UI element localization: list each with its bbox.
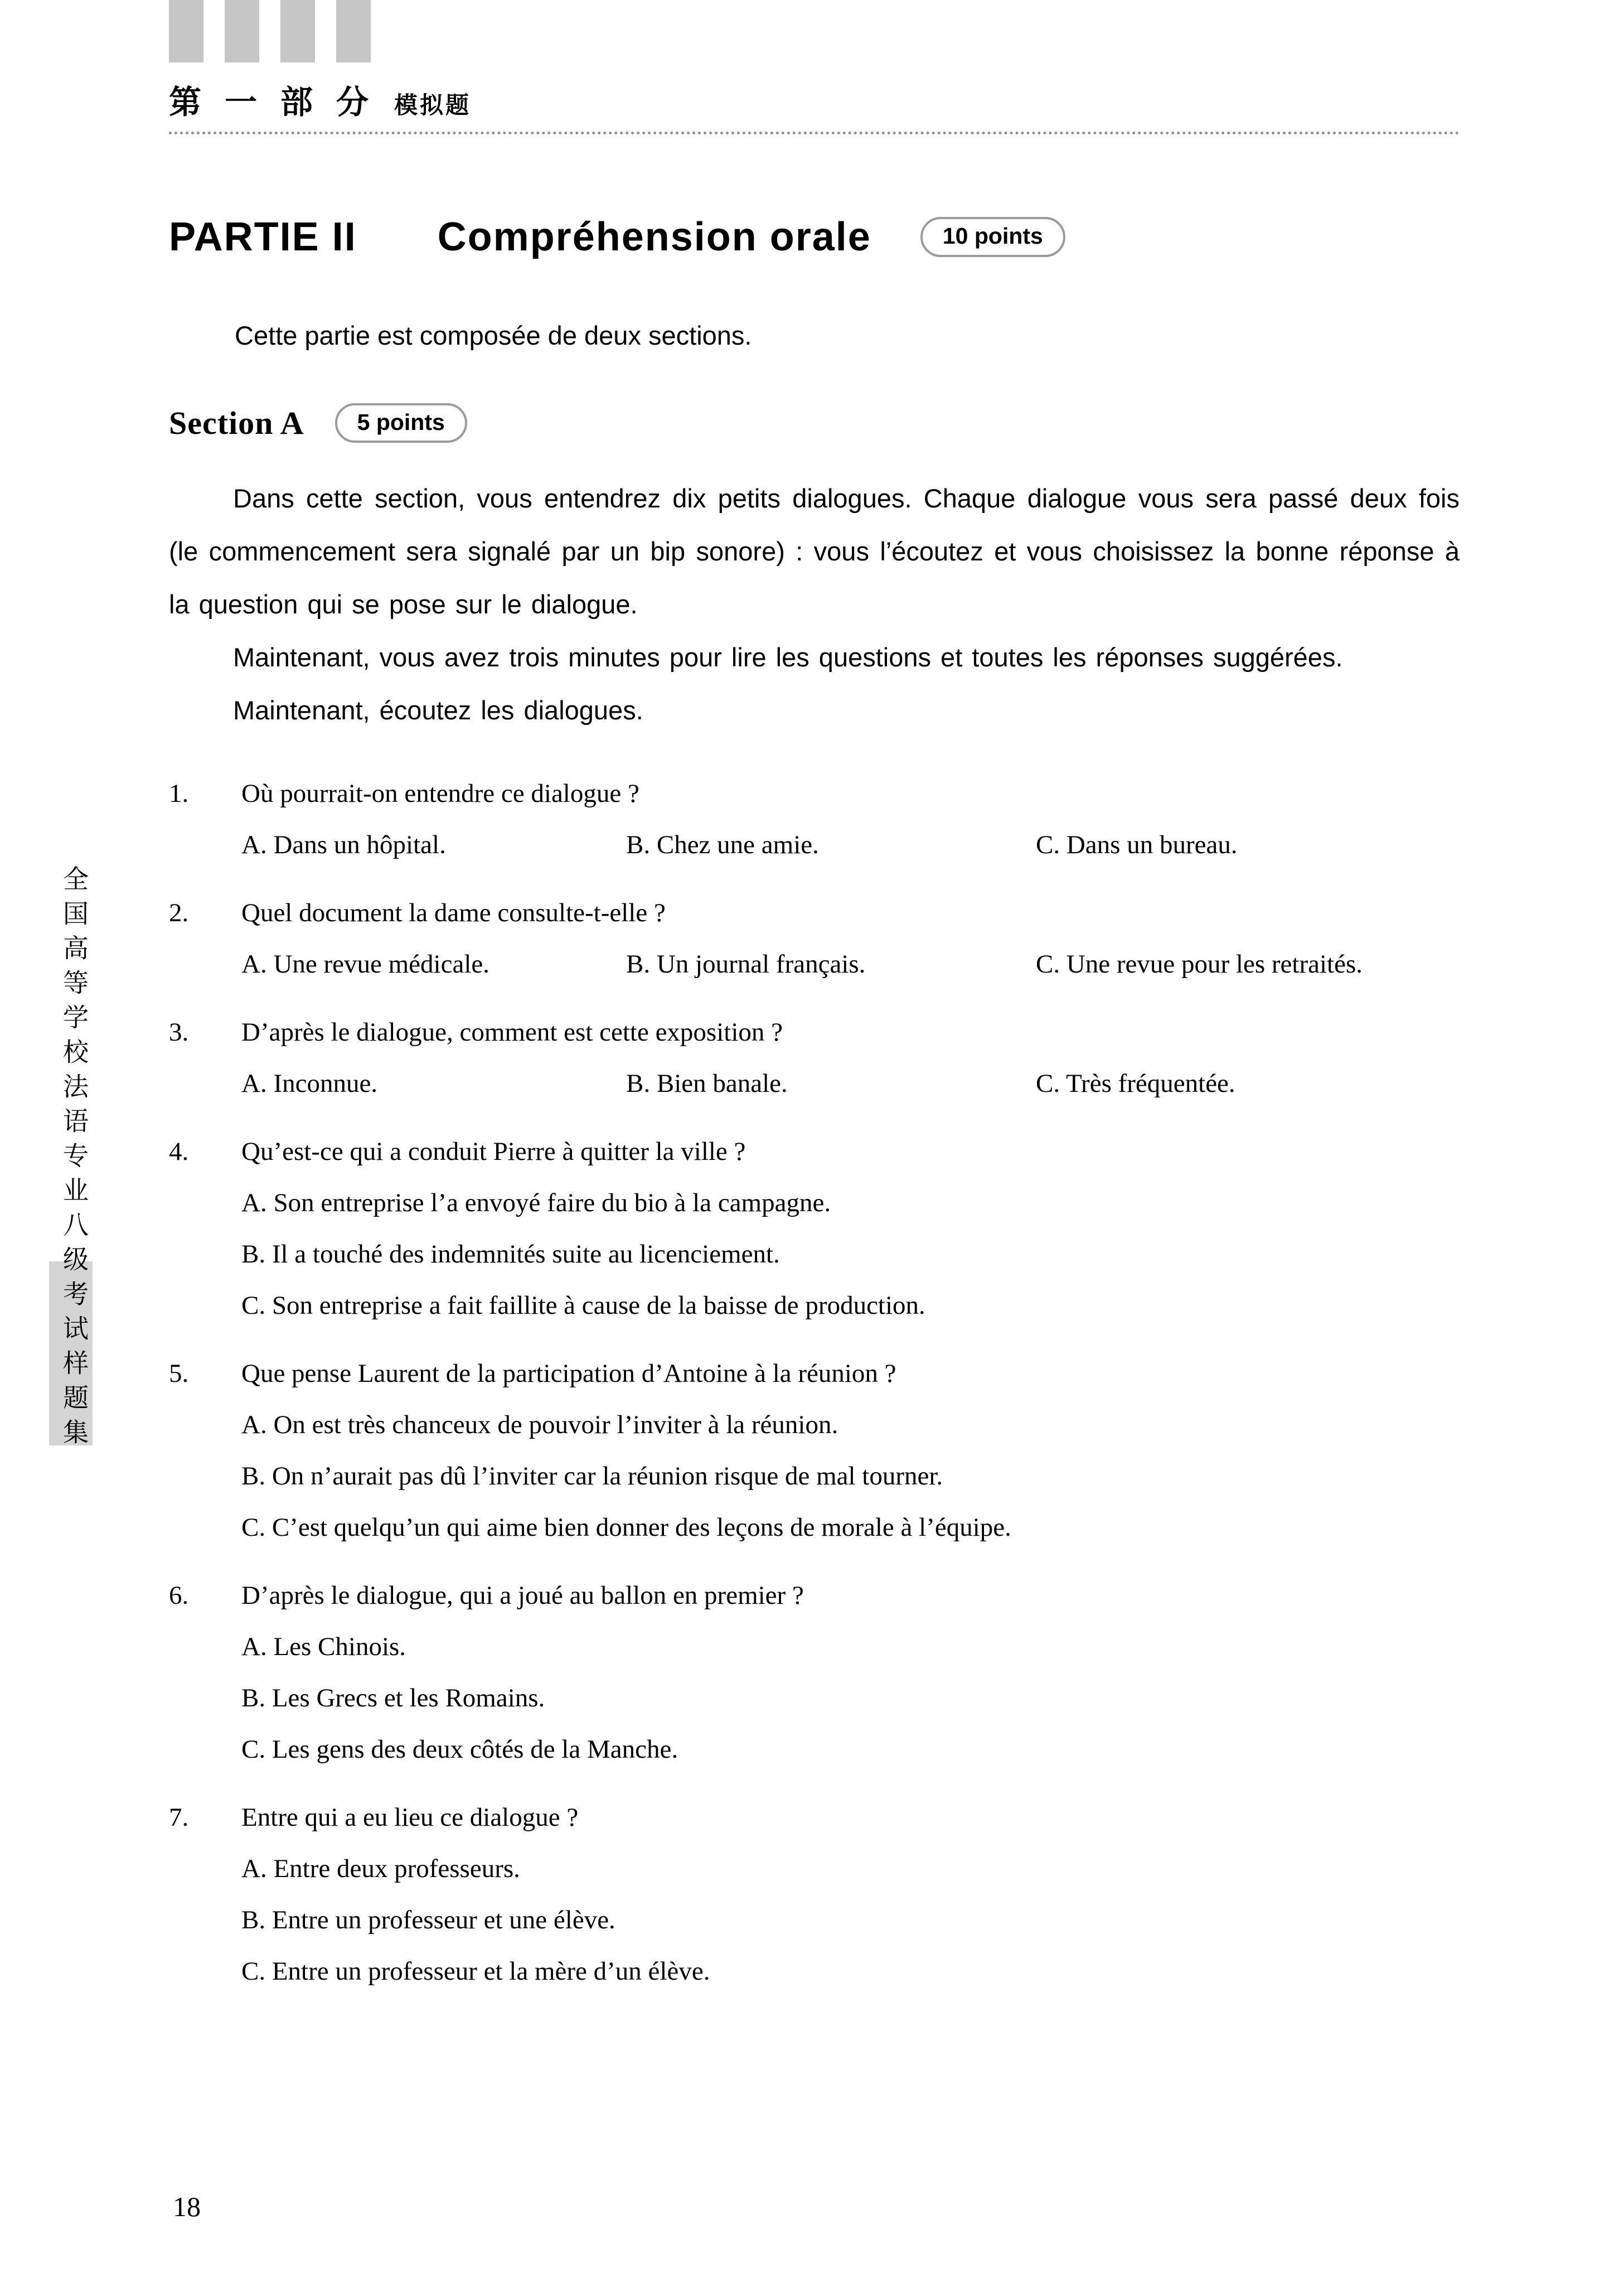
option-a: A. Inconnue. [241, 1069, 378, 1099]
question-body [241, 887, 1460, 990]
option-b: B. Bien banale. [626, 1069, 788, 1099]
question-number: 6. [169, 1581, 189, 1610]
option-a: A. Les Chinois. [241, 1632, 406, 1662]
header-part-label: 第一部分 [169, 83, 392, 121]
page-header [169, 0, 1460, 134]
options-row [241, 939, 1460, 990]
partie-label: PARTIE II [169, 215, 357, 259]
question-text: Où pourrait-on entendre ce dialogue ? [241, 779, 639, 809]
question-number: 3. [169, 1018, 189, 1047]
option-b: B. Il a touché des indemnités suite au licenciement. [241, 1240, 780, 1269]
option-c: C. Dans un bureau. [1036, 830, 1238, 860]
main-content [169, 132, 1460, 2014]
question-body [241, 768, 1460, 870]
question-text: D’après le dialogue, comment est cette exposition ? [241, 1018, 783, 1047]
decoration-bar [169, 0, 203, 62]
points-badge-10: 10 points [920, 217, 1065, 257]
points-badge-5: 5 points [335, 403, 467, 443]
partie-title-row [169, 214, 1460, 260]
option-b: B. On n’aurait pas dû l’inviter car la réunion risque de mal tourner. [241, 1462, 943, 1491]
section-a-label: Section A [169, 405, 304, 442]
instruction-paragraph-2: Maintenant, vous avez trois minutes pour lire les questions et toutes les réponses suggérées. [233, 642, 1343, 673]
question-list [169, 768, 1460, 1997]
question-number: 7. [169, 1803, 189, 1832]
section-a-heading [169, 403, 1460, 443]
question-body [241, 1570, 1460, 1775]
decoration-bar [280, 0, 315, 62]
decoration-bar [336, 0, 371, 62]
option-c: C. Entre un professeur et la mère d’un élève. [241, 1957, 710, 1986]
page-number: 18 [173, 2191, 201, 2222]
question-7 [169, 1792, 1460, 1997]
option-b: B. Entre un professeur et une élève. [241, 1905, 615, 1935]
question-text: Entre qui a eu lieu ce dialogue ? [241, 1803, 579, 1832]
option-a: A. Dans un hôpital. [241, 830, 446, 860]
question-number: 4. [169, 1137, 189, 1167]
option-c: C. Les gens des deux côtés de la Manche. [241, 1735, 678, 1764]
question-2 [169, 887, 1460, 990]
option-a: A. Son entreprise l’a envoyé faire du bio à la campagne. [241, 1188, 831, 1218]
question-number: 1. [169, 779, 189, 809]
question-text: Qu’est-ce qui a conduit Pierre à quitter la ville ? [241, 1137, 746, 1167]
header-text-row [169, 76, 1460, 123]
question-3 [169, 1007, 1460, 1109]
question-number: 2. [169, 898, 189, 928]
instruction-paragraph-1: Dans cette section, vous entendrez dix petits dialogues. Chaque dialogue vous sera passé deux fois (le commencement sera signalé par un bip sonore) : vous l’écoutez et vous choisissez la bonne réponse à la question qui se pose sur le dialogue. [169, 483, 1460, 620]
question-body [241, 1007, 1460, 1109]
question-body [241, 1792, 1460, 1997]
question-text: Quel document la dame consulte-t-elle ? [241, 898, 666, 928]
option-b: B. Un journal français. [626, 950, 866, 979]
option-a: A. Entre deux professeurs. [241, 1854, 520, 1884]
question-text: Que pense Laurent de la participation d’Antoine à la réunion ? [241, 1359, 896, 1389]
question-1 [169, 768, 1460, 870]
sidebar-series-title: 全国高等学校法语专业八级考试样题集 [59, 865, 89, 1453]
option-a: A. Une revue médicale. [241, 950, 489, 979]
question-text: D’après le dialogue, qui a joué au ballon en premier ? [241, 1581, 804, 1610]
option-b: B. Les Grecs et les Romains. [241, 1684, 545, 1713]
question-5 [169, 1348, 1460, 1553]
option-b: B. Chez une amie. [626, 830, 819, 860]
question-4 [169, 1126, 1460, 1331]
partie-name: Compréhension orale [437, 215, 871, 259]
option-c: C. Son entreprise a fait faillite à cause de la baisse de production. [241, 1291, 925, 1321]
options-row [241, 819, 1460, 870]
question-6 [169, 1570, 1460, 1775]
intro-sentence: Cette partie est composée de deux sections. [235, 321, 752, 350]
decoration-bar [225, 0, 259, 62]
option-c: C. Très fréquentée. [1036, 1069, 1235, 1099]
question-number: 5. [169, 1359, 189, 1389]
instruction-paragraph-3: Maintenant, écoutez les dialogues. [233, 695, 643, 725]
option-c: C. Une revue pour les retraités. [1036, 950, 1363, 979]
question-body [241, 1348, 1460, 1553]
option-c: C. C’est quelqu’un qui aime bien donner des leçons de morale à l’équipe. [241, 1513, 1011, 1542]
options-row [241, 1058, 1460, 1109]
question-body [241, 1126, 1460, 1331]
option-a: A. On est très chanceux de pouvoir l’inviter à la réunion. [241, 1410, 838, 1440]
header-decoration-bars [169, 0, 1460, 62]
header-chapter-label: 模拟题 [394, 91, 472, 119]
